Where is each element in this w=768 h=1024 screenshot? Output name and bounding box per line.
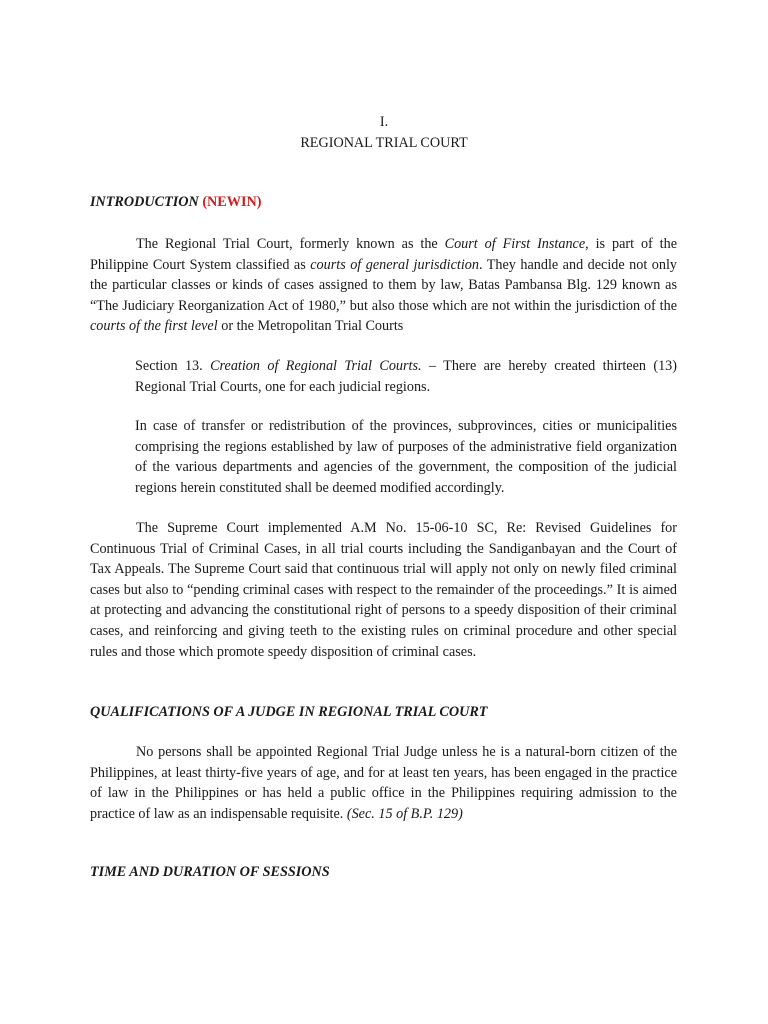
newin-tag: (NEWIN) [202,194,262,210]
transfer-quote: In case of transfer or redistribution of the provinces, subprovinces, cities or municipalities comprising the regions established by law of purposes of the administrative field organization of the various departments and agencies of the government, the composition of the judicial regions herein constituted shall be deemed modified accordingly. [135,418,677,496]
page-title: REGIONAL TRIAL COURT [300,135,468,151]
intro-paragraph: The Regional Trial Court, formerly known as the Court of First Instance, is part of the Philippine Court System classified as courts of general jurisdiction. They handle and decide not only the particular classes or kinds of cases assigned to them by law, Batas Pambansa Blg. 129 known as “The Judiciary Reorganization Act of 1980,” but also those which are not within the jurisdiction of the courts of the first level or the Metropolitan Trial Courts [90,236,677,335]
supreme-court-paragraph: The Supreme Court implemented A.M No. 15-06-10 SC, Re: Revised Guidelines for Continuous Trial of Criminal Cases, in all trial courts including the Sandiganbayan and the Court of Tax Appeals. The Supreme Court said that continuous trial will apply not only on newly filed criminal cases but also to “pending criminal cases with respect to the remainder of the proceedings.” It is aimed at protecting and advancing the constitutional right of persons to a speedy disposition of their criminal cases, and reinforcing and giving teeth to the existing rules on criminal procedure and other special rules and those which promote speedy disposition of criminal cases. [90,520,677,660]
time-duration-heading: TIME AND DURATION OF SESSIONS [90,864,330,880]
section-number: I. [379,114,389,130]
citation: (Sec. 15 of B.P. 129) [346,805,463,822]
intro-heading: INTRODUCTION (NEWIN) [90,194,262,210]
qualifications-heading: QUALIFICATIONS OF A JUDGE IN REGIONAL TRIAL COURT [90,704,488,720]
qualifications-paragraph: No persons shall be appointed Regional Trial Judge unless he is a natural-born citizen of the Philippines, at least thirty-five years of age, and for at least ten years, has been engaged in the practice of law in the Philippines or has held a public office in the Philippines requiring admission to the practice of law as an indispensable requisite. (Sec. 15 of B.P. 129) [90,744,677,822]
section-13-quote: Section 13. Creation of Regional Trial Courts. – There are hereby created thirteen (13) Regional Trial Courts, one for each judicial regions. [135,358,677,395]
